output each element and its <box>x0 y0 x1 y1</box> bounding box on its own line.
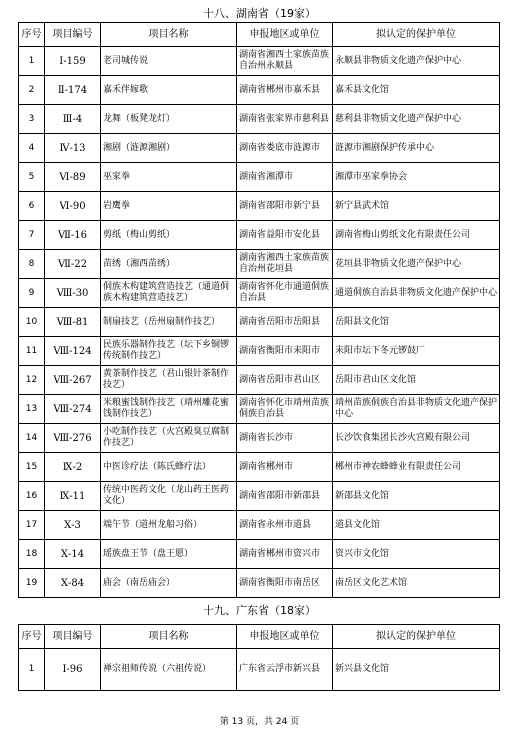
section-title-guangdong: 十九、广东省（18家） <box>203 604 316 617</box>
cell-project-code: Ⅹ-84 <box>45 569 101 598</box>
cell-project-code: Ⅶ-22 <box>45 250 101 279</box>
cell-region: 湖南省湘潭市 <box>237 163 333 192</box>
cell-serial: 10 <box>19 308 45 337</box>
table-header-row <box>19 625 500 649</box>
table-header-row <box>19 23 500 47</box>
cell-region: 湖南省湘西土家族苗族自治州花垣县 <box>237 250 333 279</box>
cell-region: 湖南省岳阳市岳阳县 <box>237 308 333 337</box>
cell-serial: 1 <box>19 649 45 691</box>
table-row <box>19 337 500 366</box>
cell-protection-unit: 涟源市湘剧保护传承中心 <box>333 134 500 163</box>
table-row <box>19 192 500 221</box>
cell-protection-unit: 嘉禾县文化馆 <box>333 76 500 105</box>
cell-project-name: 米粮蜜饯制作技艺（靖州雕花蜜饯制作技艺） <box>101 395 237 424</box>
cell-project-code: Ⅹ-14 <box>45 540 101 569</box>
cell-region: 湖南省怀化市靖州苗族侗族自治县 <box>237 395 333 424</box>
cell-protection-unit: 道县文化馆 <box>333 511 500 540</box>
header-project-name: 项目名称 <box>101 625 237 649</box>
table-row <box>19 366 500 395</box>
cell-project-code: Ⅹ-3 <box>45 511 101 540</box>
table-row <box>19 221 500 250</box>
header-protection-unit: 拟认定的保护单位 <box>333 23 500 47</box>
cell-region: 湖南省张家界市慈利县 <box>237 105 333 134</box>
cell-project-name: 岩鹰拳 <box>101 192 237 221</box>
header-protection-unit: 拟认定的保护单位 <box>333 625 500 649</box>
header-serial: 序号 <box>19 23 45 47</box>
cell-region: 湖南省益阳市安化县 <box>237 221 333 250</box>
table-row <box>19 649 500 691</box>
cell-serial: 6 <box>19 192 45 221</box>
cell-project-code: Ⅷ-124 <box>45 337 101 366</box>
cell-protection-unit: 资兴市文化馆 <box>333 540 500 569</box>
cell-project-name: 中医诊疗法（陈氏蜂疗法） <box>101 453 237 482</box>
cell-project-name: 嘉禾伴嫁歌 <box>101 76 237 105</box>
cell-serial: 7 <box>19 221 45 250</box>
protection-unit-table-hunan <box>18 22 500 598</box>
cell-serial: 3 <box>19 105 45 134</box>
table-row <box>19 540 500 569</box>
cell-project-name: 侗族木构建筑营造技艺（通道侗族木构建筑营造技艺） <box>101 279 237 308</box>
cell-project-name: 端午节（道州龙船习俗） <box>101 511 237 540</box>
table-row <box>19 105 500 134</box>
cell-region: 湖南省湘西土家族苗族自治州永顺县 <box>237 47 333 76</box>
cell-protection-unit: 岳阳县文化馆 <box>333 308 500 337</box>
cell-project-code: Ⅷ-30 <box>45 279 101 308</box>
cell-serial: 2 <box>19 76 45 105</box>
header-project-name: 项目名称 <box>101 23 237 47</box>
cell-protection-unit: 慈利县非物质文化遗产保护中心 <box>333 105 500 134</box>
cell-project-code: Ⅷ-274 <box>45 395 101 424</box>
cell-protection-unit: 通道侗族自治县非物质文化遗产保护中心 <box>333 279 500 308</box>
cell-protection-unit: 新宁县武术馆 <box>333 192 500 221</box>
table-row <box>19 453 500 482</box>
cell-protection-unit: 南岳区文化艺术馆 <box>333 569 500 598</box>
cell-project-code: Ⅵ-90 <box>45 192 101 221</box>
cell-region: 湖南省娄底市涟源市 <box>237 134 333 163</box>
cell-protection-unit: 郴州市神农蜂蜂业有限责任公司 <box>333 453 500 482</box>
cell-region: 湖南省邵阳市新宁县 <box>237 192 333 221</box>
table-row <box>19 569 500 598</box>
cell-region: 湖南省郴州市资兴市 <box>237 540 333 569</box>
cell-region: 湖南省永州市道县 <box>237 511 333 540</box>
cell-region: 湖南省衡阳市南岳区 <box>237 569 333 598</box>
cell-serial: 19 <box>19 569 45 598</box>
table-row <box>19 76 500 105</box>
table-row <box>19 395 500 424</box>
cell-region: 湖南省郴州市 <box>237 453 333 482</box>
cell-project-code: Ⅷ-81 <box>45 308 101 337</box>
cell-serial: 9 <box>19 279 45 308</box>
cell-project-code: Ⅸ-2 <box>45 453 101 482</box>
table-row <box>19 47 500 76</box>
cell-protection-unit: 岳阳市君山区文化馆 <box>333 366 500 395</box>
cell-serial: 8 <box>19 250 45 279</box>
cell-serial: 5 <box>19 163 45 192</box>
cell-region: 湖南省衡阳市耒阳市 <box>237 337 333 366</box>
table-row <box>19 163 500 192</box>
cell-serial: 15 <box>19 453 45 482</box>
table-row <box>19 424 500 453</box>
cell-protection-unit: 耒阳市坛下冬元锣鼓厂 <box>333 337 500 366</box>
cell-serial: 14 <box>19 424 45 453</box>
cell-region: 湖南省岳阳市君山区 <box>237 366 333 395</box>
cell-serial: 1 <box>19 47 45 76</box>
header-project-code: 项目编号 <box>45 23 101 47</box>
table-row <box>19 250 500 279</box>
table-row <box>19 134 500 163</box>
cell-protection-unit: 湘潭市巫家拳协会 <box>333 163 500 192</box>
cell-project-name: 苗绣（湘西苗绣） <box>101 250 237 279</box>
cell-project-name: 庙会（南岳庙会） <box>101 569 237 598</box>
cell-region: 广东省云浮市新兴县 <box>237 649 333 691</box>
cell-project-name: 制扇技艺（岳州扇制作技艺） <box>101 308 237 337</box>
cell-project-name: 黄茶制作技艺（君山银针茶制作技艺） <box>101 366 237 395</box>
cell-project-name: 小吃制作技艺（火宫殿臭豆腐制作技艺） <box>101 424 237 453</box>
cell-region: 湖南省郴州市嘉禾县 <box>237 76 333 105</box>
cell-protection-unit: 永顺县非物质文化遗产保护中心 <box>333 47 500 76</box>
cell-project-name: 龙舞（板凳龙灯） <box>101 105 237 134</box>
cell-project-code: Ⅰ-159 <box>45 47 101 76</box>
cell-region: 湖南省长沙市 <box>237 424 333 453</box>
section-title-hunan: 十八、湖南省（19家） <box>203 7 316 20</box>
cell-region: 湖南省邵阳市新邵县 <box>237 482 333 511</box>
cell-project-code: Ⅰ-96 <box>45 649 101 691</box>
table-row <box>19 308 500 337</box>
cell-serial: 11 <box>19 337 45 366</box>
table-row <box>19 511 500 540</box>
cell-project-code: Ⅸ-11 <box>45 482 101 511</box>
cell-project-name: 湘剧（涟源湘剧） <box>101 134 237 163</box>
header-project-code: 项目编号 <box>45 625 101 649</box>
cell-project-name: 老司城传说 <box>101 47 237 76</box>
cell-project-name: 传统中医药文化（龙山药王医药文化） <box>101 482 237 511</box>
cell-serial: 18 <box>19 540 45 569</box>
cell-protection-unit: 靖州苗族侗族自治县非物质文化遗产保护中心 <box>333 395 500 424</box>
header-region: 申报地区或单位 <box>237 23 333 47</box>
header-serial: 序号 <box>19 625 45 649</box>
cell-serial: 16 <box>19 482 45 511</box>
cell-serial: 4 <box>19 134 45 163</box>
cell-serial: 17 <box>19 511 45 540</box>
cell-project-code: Ⅷ-276 <box>45 424 101 453</box>
cell-protection-unit: 新邵县文化馆 <box>333 482 500 511</box>
cell-region: 湖南省怀化市通道侗族自治县 <box>237 279 333 308</box>
cell-project-code: Ⅱ-174 <box>45 76 101 105</box>
cell-project-name: 瑶族盘王节（盘王愿） <box>101 540 237 569</box>
cell-protection-unit: 花垣县非物质文化遗产保护中心 <box>333 250 500 279</box>
table-row <box>19 482 500 511</box>
cell-protection-unit: 长沙饮食集团长沙火宫殿有限公司 <box>333 424 500 453</box>
cell-serial: 12 <box>19 366 45 395</box>
cell-project-name: 禅宗祖师传说（六祖传说） <box>101 649 237 691</box>
cell-protection-unit: 新兴县文化馆 <box>333 649 500 691</box>
cell-project-code: Ⅶ-16 <box>45 221 101 250</box>
cell-project-code: Ⅳ-13 <box>45 134 101 163</box>
cell-serial: 13 <box>19 395 45 424</box>
protection-unit-table-guangdong <box>18 624 500 691</box>
page-footer: 第 13 页，共 24 页 <box>219 717 300 727</box>
cell-project-name: 巫家拳 <box>101 163 237 192</box>
cell-project-name: 民族乐器制作技艺（坛下乡铜锣传统制作技艺） <box>101 337 237 366</box>
table-row <box>19 279 500 308</box>
cell-project-code: Ⅵ-89 <box>45 163 101 192</box>
cell-project-code: Ⅲ-4 <box>45 105 101 134</box>
cell-project-name: 剪纸（梅山剪纸） <box>101 221 237 250</box>
header-region: 申报地区或单位 <box>237 625 333 649</box>
cell-project-code: Ⅷ-267 <box>45 366 101 395</box>
cell-protection-unit: 湖南省梅山剪纸文化有限责任公司 <box>333 221 500 250</box>
